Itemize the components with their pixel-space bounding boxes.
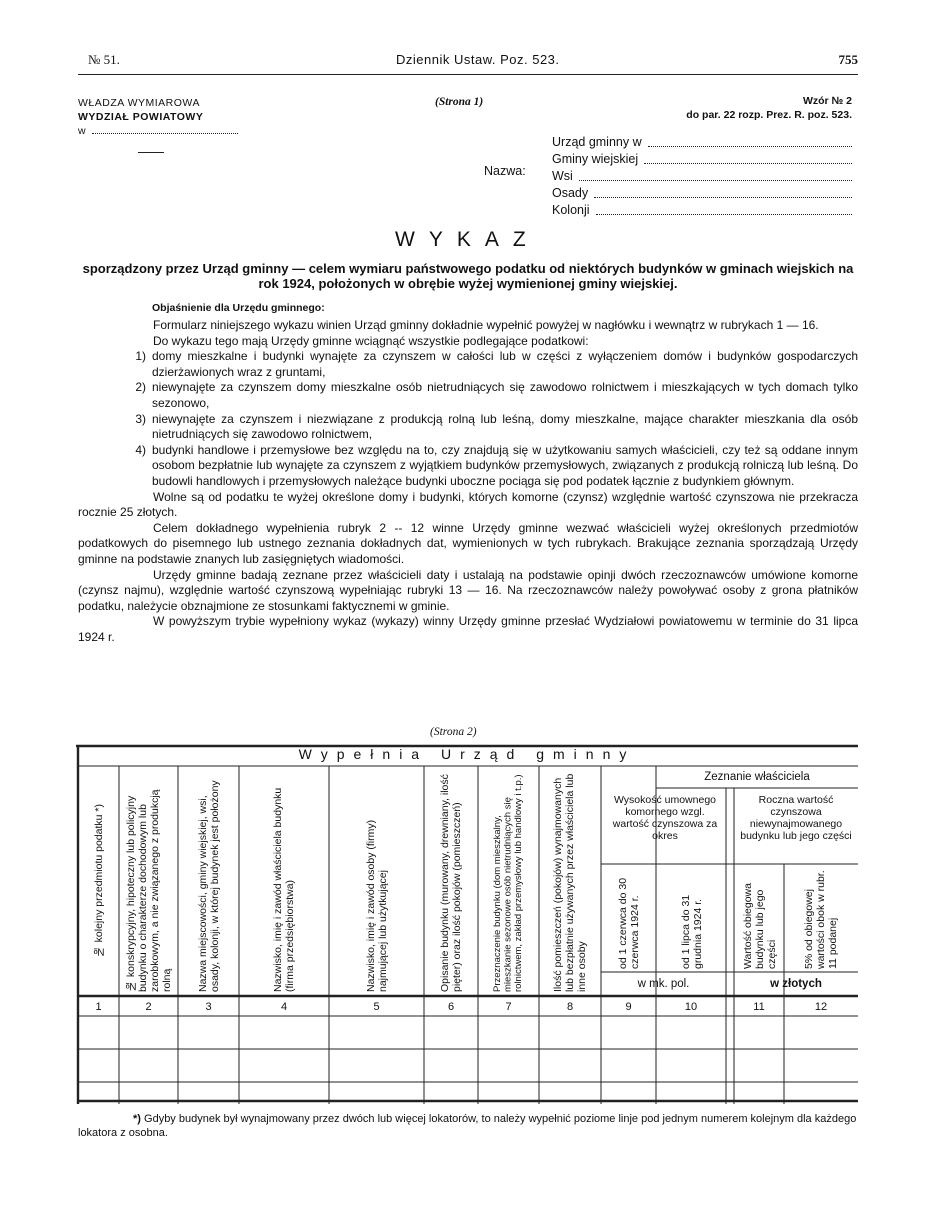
paragraph-4: Celem dokładnego wypełnienia rubryk 2 -- 12 winne Urzędy gminne wezwać właścicieli wyżej określonych przedmiotów podatkowych do pisemnego lub ustnego zeznania dokładnych dat, wymienionych w tych rubrykach. Brakujące zeznania sporządzają Urzędy gminne na podstawie znanych lub zasięgniętych wiadomości. (78, 520, 858, 566)
document-title: WYKAZ (395, 228, 540, 251)
list-item-number: 3) (135, 411, 146, 426)
authority-w: w (78, 125, 87, 137)
col-number: 9 (625, 1001, 632, 1013)
col-number: 1 (95, 1001, 102, 1013)
footnote-text: Gdyby budynek był wynajmowany przez dwóch lub więcej lokatorów, to należy wypełnić poziome linje pod jednym numerem kolejnym dla każdego lokatora z osobna. (78, 1113, 857, 1139)
col-number: 12 (814, 1001, 828, 1013)
col-header-5 (330, 770, 423, 992)
paragraph-1: Formularz niniejszego wykazu winien Urząd gminny dokładnie wypełnić powyżej w nagłówku i wewnątrz w rubrykach 1 — 16. (153, 318, 819, 332)
list-item (78, 443, 858, 490)
col-number: 7 (505, 1001, 512, 1013)
explanation-heading: Objaśnienie dla Urzędu gminnego: (152, 302, 325, 314)
page-side-label-2: (Strona 2) (430, 726, 477, 738)
field-label: Wsi (552, 169, 573, 183)
col-header-10-text: od 1 lipca do 31 grudnia 1924 r. (679, 894, 704, 969)
field-wies[interactable] (552, 168, 852, 185)
col-header-4 (240, 770, 328, 992)
paragraph-2: Do wykazu tego mają Urzędy gminne wciągnąć wszystkie podlegające podatkowi: (153, 333, 589, 348)
document-subtitle: sporządzony przez Urząd gminny — celem wymiaru państwowego podatku od niektórych budynków w gminach wiejskich na rok 1924, położonych w obrębie wyżej wymienionej gminy wiejskiej. (82, 261, 854, 291)
field-gmina[interactable] (552, 151, 852, 168)
list-item (78, 412, 858, 443)
page-side-label-1: (Strona 1) (435, 96, 484, 108)
field-label: Kolonji (552, 203, 590, 217)
col-number: 4 (280, 1001, 288, 1013)
field-label: Osady (552, 186, 589, 200)
fill-line[interactable] (579, 180, 852, 181)
authority-line-3 (78, 124, 238, 138)
field-urzad[interactable] (552, 134, 852, 151)
col-header-5-text: Nazwisko, imię i zawód osoby (firmy) najmującej lub użytkującej (364, 819, 389, 992)
col-header-6-text: Opisanie budynku (murowany, drewniany, ilość pięter) oraz ilość pokojów (pomieszczeń) (439, 774, 463, 992)
col-header-3 (179, 770, 238, 992)
col-header-1-text: № kolejny przedmiotu podatku *) (93, 804, 105, 958)
page-number: 755 (838, 52, 858, 67)
explanation-body (78, 318, 858, 645)
col-header-10 (657, 867, 726, 969)
zeznanie-header: Zeznanie właściciela (704, 771, 810, 783)
journal-title: Dziennik Ustaw. Poz. 523. (396, 52, 560, 67)
unit-zloty: w złotych (770, 978, 822, 990)
paragraph-3: Wolne są od podatku te wyżej określone domy i budynki, których komorne (czynsz) względnie wartość czynszowa nie przekracza rocznie 25 złotych. (78, 489, 858, 520)
list-item (78, 380, 858, 411)
col-number: 5 (373, 1001, 380, 1013)
col-header-2 (120, 770, 178, 992)
field-label: Urząd gminny w (552, 135, 642, 149)
col-number: 10 (684, 1001, 698, 1013)
col-header-11 (735, 867, 784, 969)
authority-line-1: WŁADZA WYMIAROWA (78, 97, 200, 109)
paragraph-5: Urzędy gminne badają zeznane przez właścicieli daty i ustalają na podstawie opinji dwóch rzeczoznawców umówione komorne (czynsz najmu), względnie wartość czynszową wypełniając rubryki 13 — 16. Na rzeczoznawców należy powoływać osoby z grona płatników podatku, należycie obznajmione ze stosunkami faktycznemi w gminie. (78, 567, 858, 613)
col-header-7-text: Przeznaczenie budynku (dom mieszkalny, mieszkanie sezonowe osób nietrudniących się rolnictwem, zakład przemysłowy lub handlowy i t.p.) (491, 774, 524, 992)
col-header-2-text: № konskrypcyjny, hipoteczny lub policyjny budynku o charakterze dochodowym lub zarobkowym, a nie związanego z produkcją rolną (125, 789, 173, 992)
col-header-9-text: od 1 czerwca do 30 czerwca 1924 r. (617, 877, 641, 969)
list-item-text: budynki handlowe i przemysłowe bez względu na to, czy znajdują się w użytkowaniu samych właścicieli, czy też są oddane innym osobom bezpłatnie lub wynajęte za czynszem z wyjątkiem budynków przemysłowych, związanych z produkcją rolniczą lub leśną. Do budowli handlowych i przemysłowych należące budynki uboczne pociąga się pod podatek łącznie z budynkiem głównym. (152, 442, 858, 488)
name-label: Nazwa: (484, 164, 526, 178)
footnote (78, 1112, 858, 1140)
col-header-12-text: 5% od obiegowej wartości obok w rubr. 11 podanej (803, 870, 839, 969)
header-rule (78, 74, 858, 75)
list-item-text: domy mieszkalne i budynki wynajęte za czynszem w całości lub w części z wyłączeniem domów i budynków gospodarczych dzierżawionych wraz z gruntami, (152, 349, 858, 379)
list-item-number: 1) (135, 349, 146, 364)
roczna-header: Roczna wartość czynszowa niewynajmowanego budynku lub jego części (740, 794, 852, 842)
unit-marks: w mk. pol. (637, 978, 690, 990)
col-header-12 (785, 867, 857, 969)
fill-line[interactable] (644, 163, 852, 164)
wysokosc-header: Wysokość umownego komornego wzgl. wartość czynszowa za okres (612, 794, 718, 842)
col-header-8 (540, 770, 600, 992)
field-label: Gminy wiejskiej (552, 152, 639, 166)
authority-line-2: WYDZIAŁ POWIATOWY (78, 111, 204, 123)
col-number: 3 (205, 1001, 212, 1013)
col-header-4-text: Nazwisko, imię i zawód właściciela budynku (firma przedsiębiorstwa) (272, 787, 296, 992)
field-osada[interactable] (552, 185, 852, 202)
col-number: 8 (566, 1001, 574, 1013)
fill-line[interactable] (648, 146, 852, 147)
fill-line[interactable] (594, 197, 852, 198)
form-model-title: Wzór № 2 (802, 95, 852, 107)
authority-fill-line[interactable] (92, 133, 238, 134)
fill-line[interactable] (596, 214, 852, 215)
col-header-3-text: Nazwa miejscowości, gminy wiejskiej, wsi, osady, kolonji, w której budynek jest położony (196, 780, 221, 992)
form-model (640, 94, 852, 122)
col-header-8-text: Ilość pomieszczeń (pokojów) wynajmowanych lub bezpłatnie używanych przez właściciela lub inne osoby (552, 773, 588, 992)
col-number: 2 (145, 1001, 152, 1013)
form-model-ref: do par. 22 rozp. Prez. R. poz. 523. (686, 109, 852, 121)
col-number: 11 (753, 1001, 765, 1013)
col-header-1 (80, 770, 118, 992)
footnote-mark: *) (133, 1113, 141, 1125)
page-header (78, 52, 858, 72)
authority-block (78, 96, 238, 138)
col-header-11-text: Wartość obiegowa budynku lub jego części (741, 883, 778, 969)
name-fields (552, 134, 852, 219)
col-header-6 (425, 770, 477, 992)
col-header-7 (479, 770, 538, 992)
list-item-text: niewynajęte za czynszem i niezwiązane z produkcją rolną lub leśną, domy mieszkalne, mające charakter mieszkania dla osób nietrudniących się zawodowo rolnictwem, (152, 411, 858, 442)
list-item (78, 349, 858, 380)
field-kolonja[interactable] (552, 202, 852, 219)
col-header-9 (602, 867, 656, 969)
paragraph-6: W powyższym trybie wypełniony wykaz (wykazy) winny Urzędy gminne przesłać Wydziałowi powiatowemu w terminie do 31 lipca 1924 r. (78, 614, 858, 644)
authority-dash (138, 152, 164, 153)
issue-number: № 51. (88, 52, 120, 67)
table-banner: Wypełnia Urząd gminny (298, 746, 636, 762)
list-item-number: 4) (135, 442, 146, 457)
list-item-number: 2) (135, 380, 146, 395)
col-number: 6 (447, 1001, 455, 1013)
list-item-text: niewynajęte za czynszem domy mieszkalne osób nietrudniących się zawodowo rolnictwem i mieszkających w tych domach tylko sezonowo, (152, 380, 858, 410)
register-table (76, 744, 858, 1104)
